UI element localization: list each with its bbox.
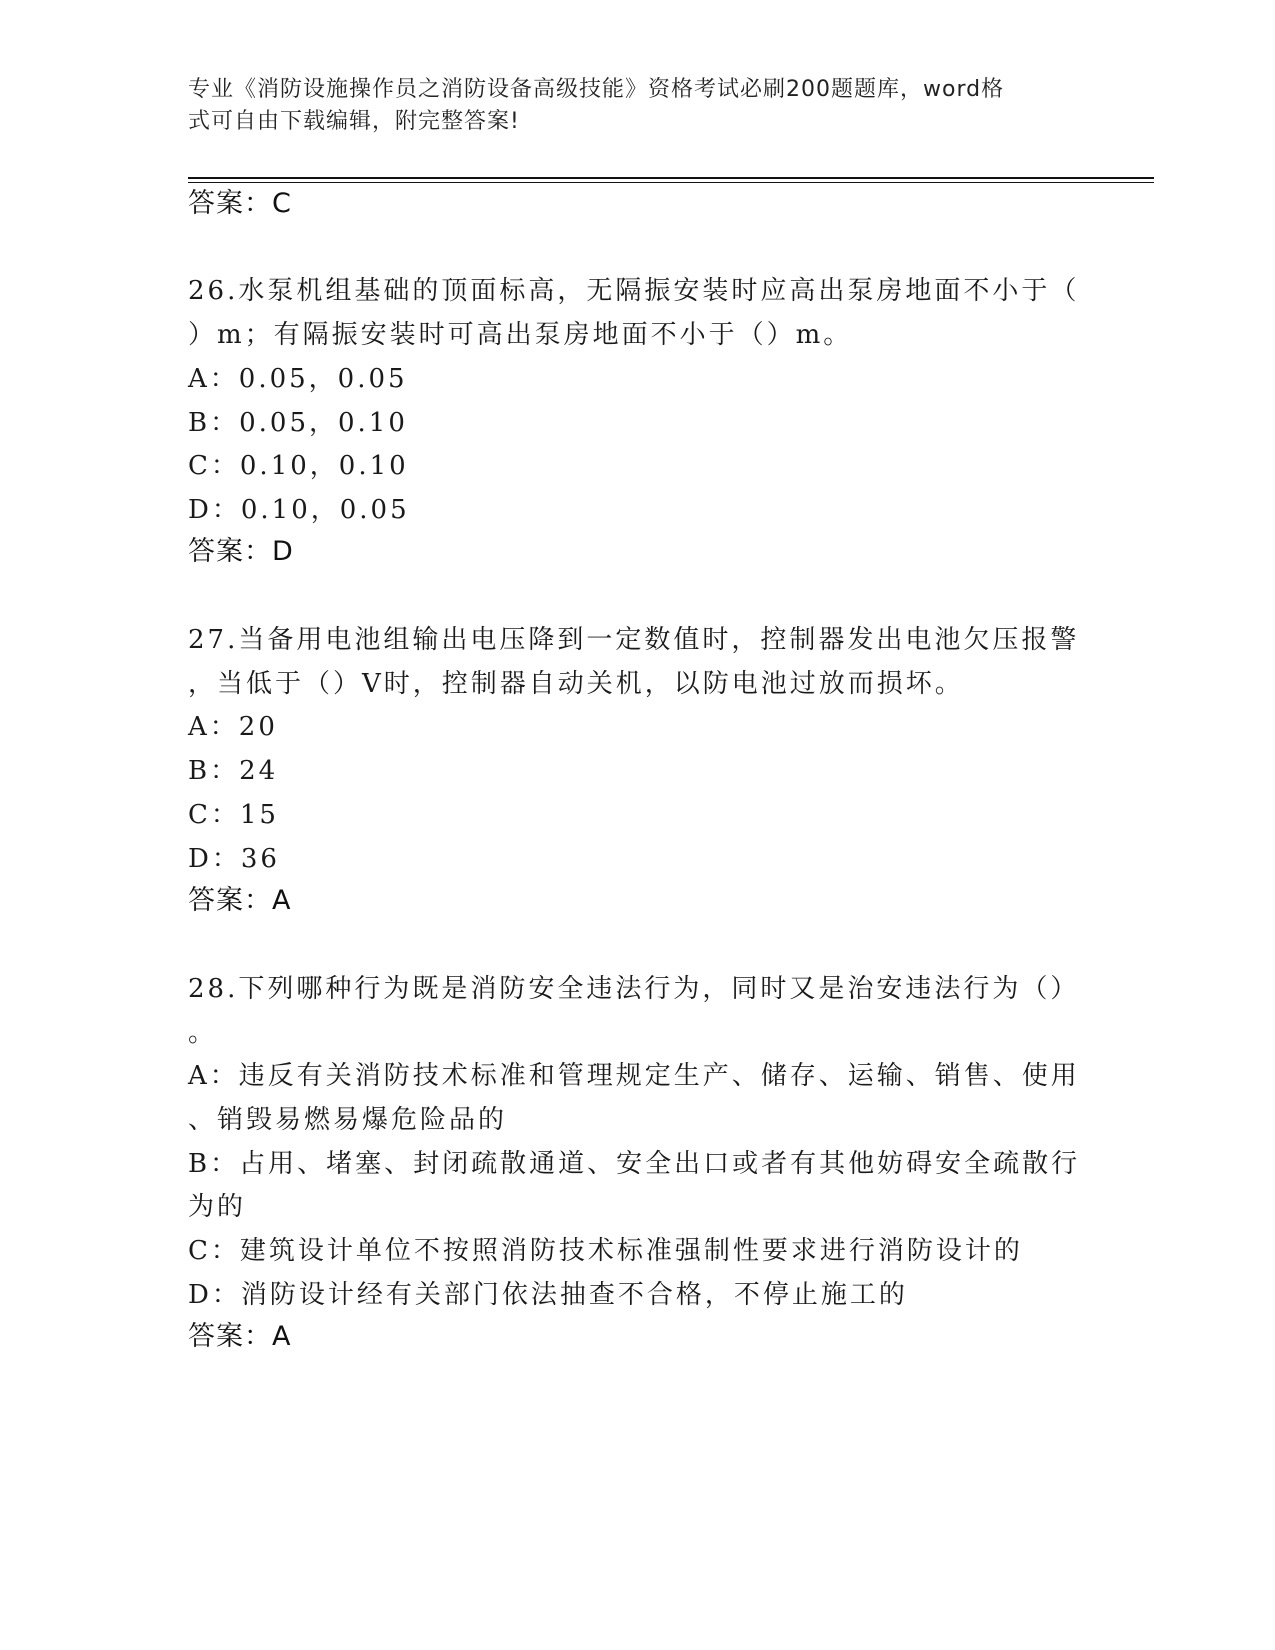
question-28-option-b-line-2: 为的 — [188, 1192, 247, 1222]
question-26-option-d: D：0.10，0.05 — [188, 495, 410, 525]
question-28-option-c: C：建筑设计单位不按照消防技术标准强制性要求进行消防设计的 — [188, 1236, 1023, 1266]
question-27-option-a: A：20 — [188, 712, 278, 742]
question-26-option-b: B：0.05，0.10 — [188, 408, 408, 438]
question-28-stem-line-2: 。 — [188, 1018, 218, 1048]
header-line-2: 式可自由下载编辑，附完整答案! — [188, 109, 520, 134]
document-header — [188, 74, 1068, 138]
question-26-option-a: A：0.05，0.05 — [188, 364, 408, 394]
question-26-answer: 答案：D — [188, 536, 294, 567]
question-26-stem-line-1: 26.水泵机组基础的顶面标高，无隔振安装时应高出泵房地面不小于（ — [188, 276, 1080, 306]
question-27-answer: 答案：A — [188, 885, 292, 916]
question-27-option-b: B：24 — [188, 756, 279, 786]
question-28-option-d: D：消防设计经有关部门依法抽查不合格，不停止施工的 — [188, 1280, 908, 1310]
header-divider-thick — [188, 177, 1154, 179]
previous-answer: 答案：C — [188, 188, 292, 219]
header-divider-thin — [188, 182, 1154, 183]
question-28-option-b-line-1: B：占用、堵塞、封闭疏散通道、安全出口或者有其他妨碍安全疏散行 — [188, 1149, 1081, 1179]
question-27-option-d: D：36 — [188, 844, 280, 874]
question-27-stem-line-1: 27.当备用电池组输出电压降到一定数值时，控制器发出电池欠压报警 — [188, 625, 1080, 655]
question-26-option-c: C：0.10，0.10 — [188, 451, 409, 481]
question-28-stem-line-1: 28.下列哪种行为既是消防安全违法行为，同时又是治安违法行为（） — [188, 974, 1080, 1004]
question-26-stem-line-2: ）m；有隔振安装时可高出泵房地面不小于（）m。 — [188, 320, 853, 350]
question-27-stem-line-2: ，当低于（）V时，控制器自动关机，以防电池过放而损坏。 — [188, 669, 964, 699]
header-line-1: 专业《消防设施操作员之消防设备高级技能》资格考试必刷200题题库，word格 — [188, 77, 1005, 102]
question-28-answer: 答案：A — [188, 1321, 292, 1352]
question-27-option-c: C：15 — [188, 800, 279, 830]
question-28-option-a-line-1: A：违反有关消防技术标准和管理规定生产、储存、运输、销售、使用 — [188, 1061, 1080, 1091]
question-28-option-a-line-2: 、销毁易燃易爆危险品的 — [188, 1105, 508, 1135]
